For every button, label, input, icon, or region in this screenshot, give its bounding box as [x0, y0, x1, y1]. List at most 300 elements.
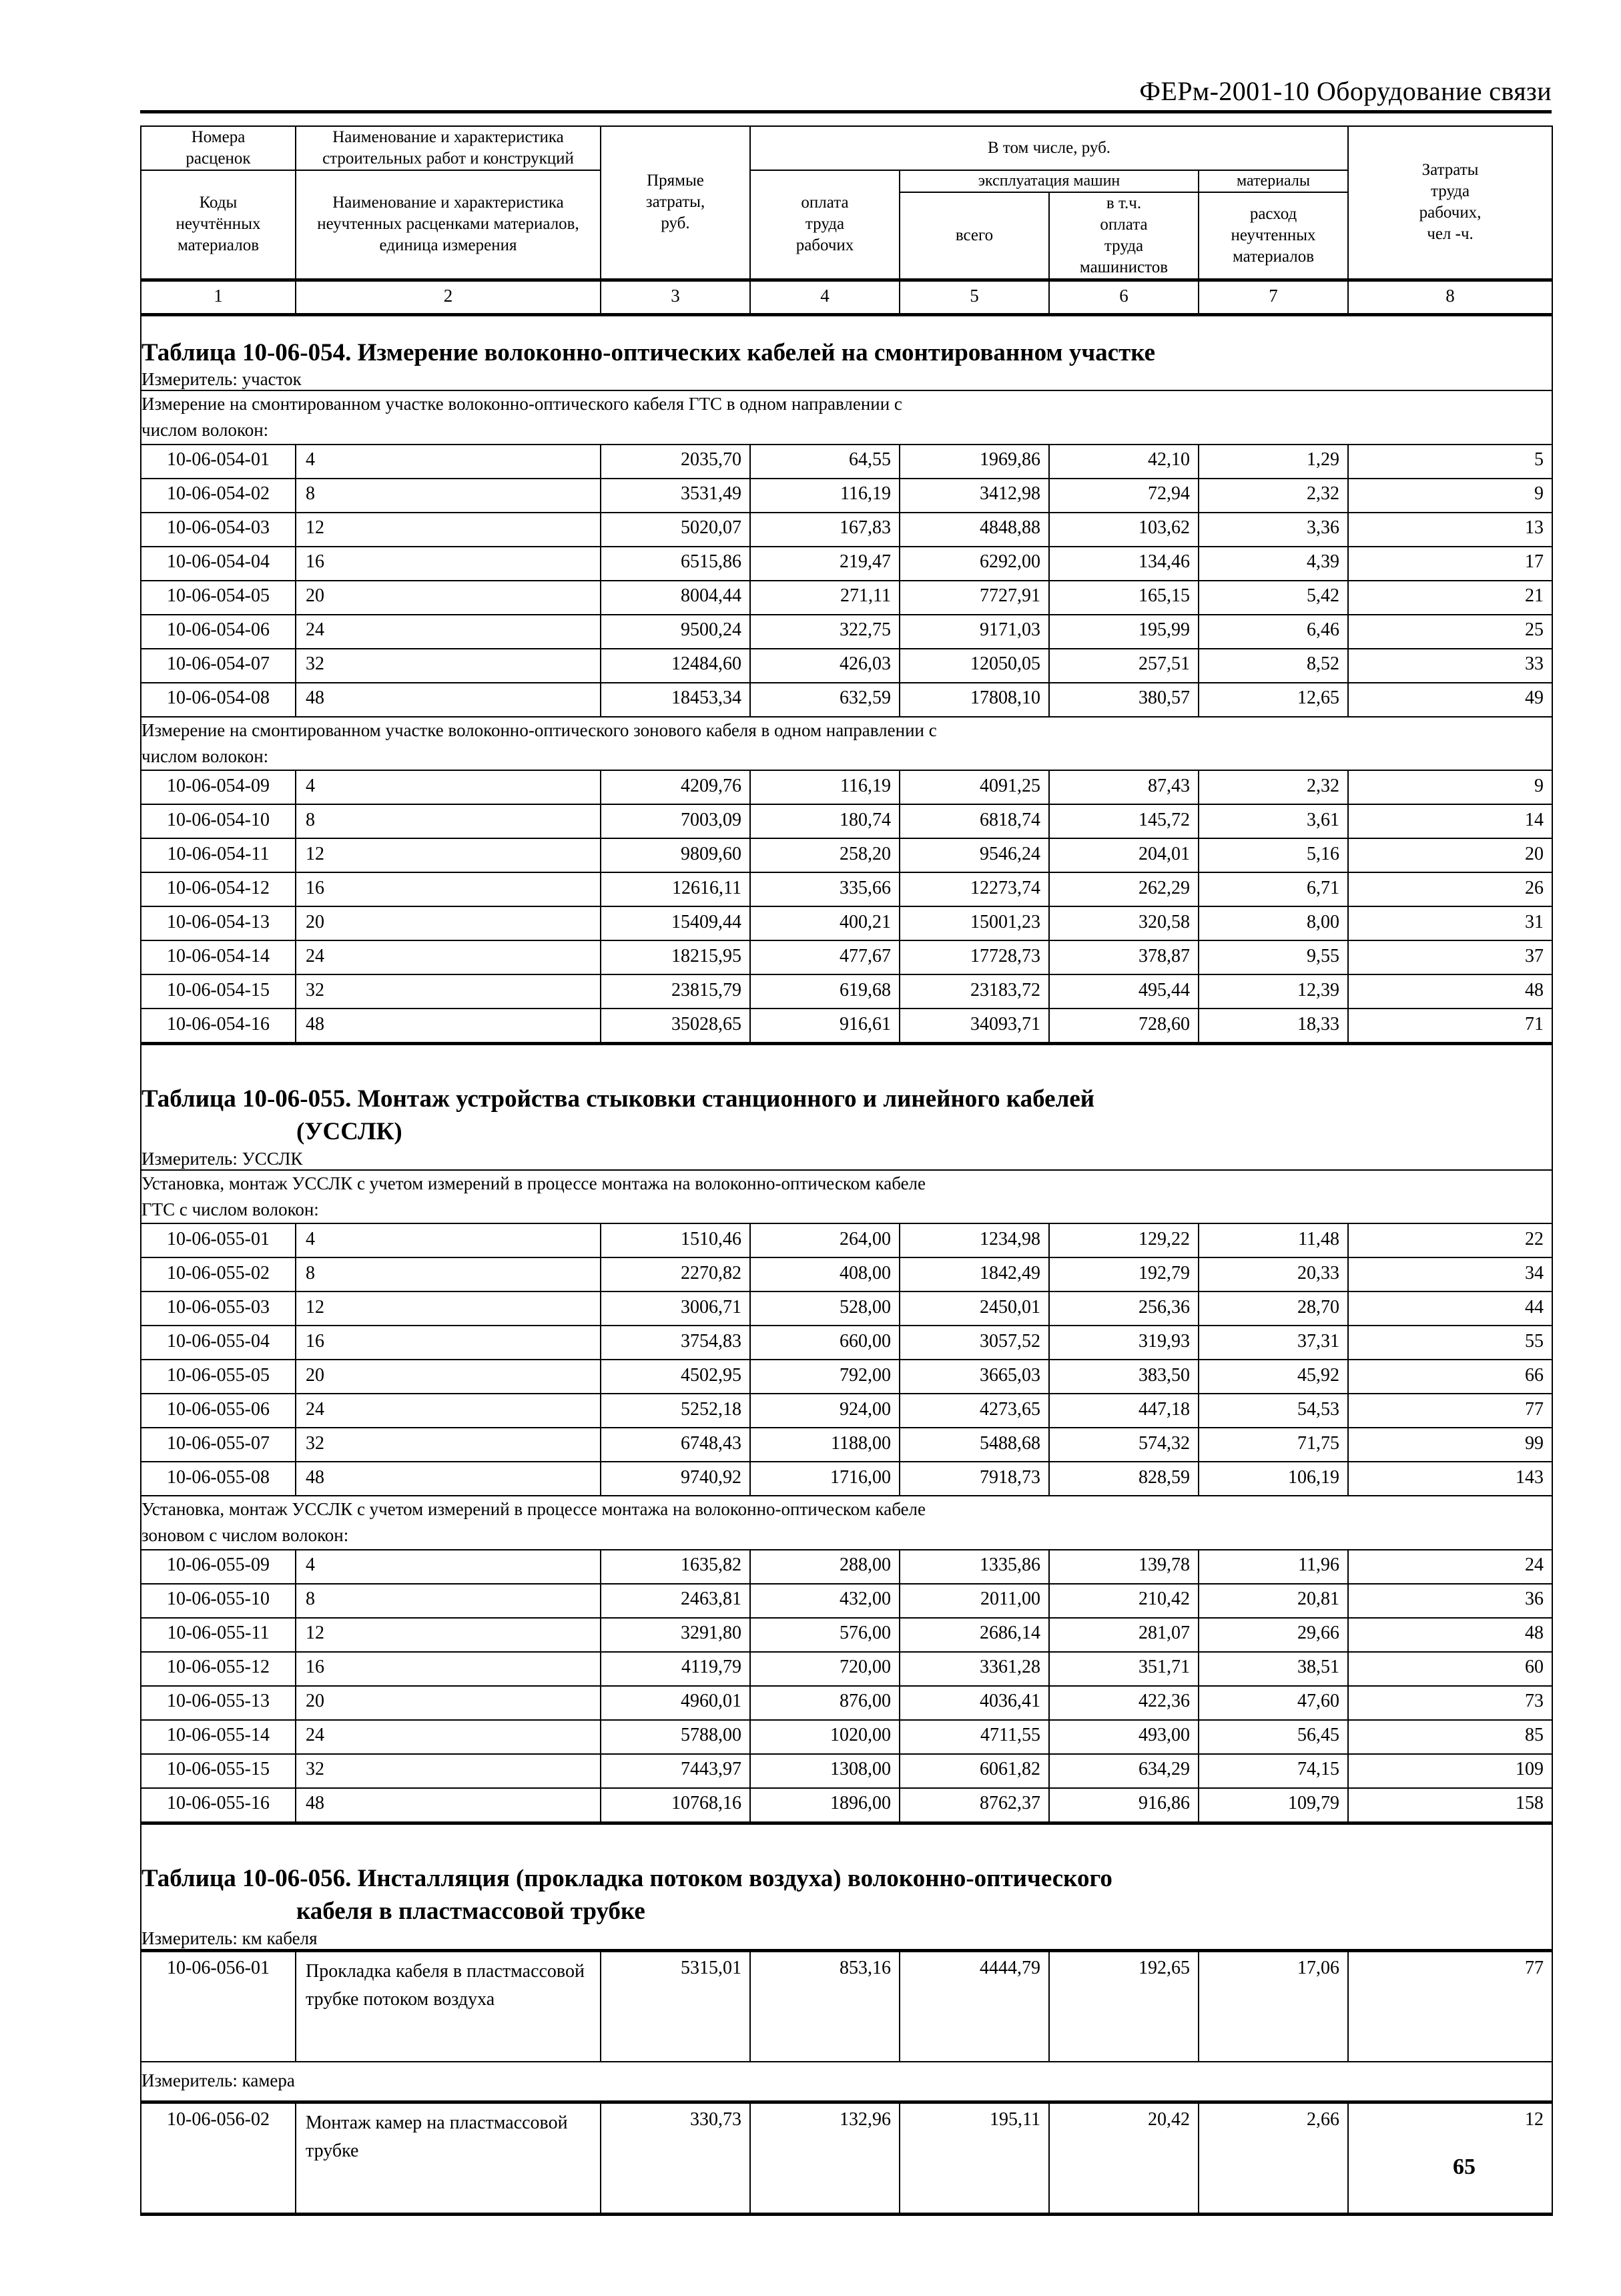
header-materials-group: материалы: [1199, 170, 1348, 192]
row-mach-total: 12050,05: [900, 649, 1049, 683]
row-direct: 4119,79: [601, 1652, 750, 1686]
row-labor-cost: 36: [1348, 1584, 1552, 1618]
row-name: Монтаж камер на пластмассовой трубке: [296, 2102, 601, 2214]
row-mach-labor: 916,86: [1049, 1788, 1199, 1823]
row-mach-labor: 42,10: [1049, 445, 1199, 479]
table-row: [141, 940, 1552, 974]
row-labor: 288,00: [750, 1550, 900, 1584]
row-labor: 1188,00: [750, 1428, 900, 1462]
table-row: [141, 1462, 1552, 1496]
row-mach-labor: 20,42: [1049, 2102, 1199, 2214]
row-code: 10-06-054-03: [141, 513, 296, 547]
row-name: 20: [296, 1686, 601, 1720]
row-name: 16: [296, 1652, 601, 1686]
row-direct: 12616,11: [601, 872, 750, 906]
row-labor: 924,00: [750, 1394, 900, 1428]
row-labor: 432,00: [750, 1584, 900, 1618]
row-name: 8: [296, 804, 601, 838]
row-mach-total: 3665,03: [900, 1360, 1049, 1394]
row-name: 4: [296, 1550, 601, 1584]
row-mach-total: 9546,24: [900, 838, 1049, 872]
row-mach-total: 195,11: [900, 2102, 1049, 2214]
row-materials: 12,65: [1199, 683, 1348, 717]
row-mach-total: 1335,86: [900, 1550, 1049, 1584]
row-mach-total: 5488,68: [900, 1428, 1049, 1462]
row-materials: 38,51: [1199, 1652, 1348, 1686]
row-mach-labor: 72,94: [1049, 479, 1199, 513]
header-materials-consumption: расход неучтенных материалов: [1199, 192, 1348, 280]
row-direct: 7003,09: [601, 804, 750, 838]
row-materials: 12,39: [1199, 974, 1348, 1009]
row-name: 48: [296, 1788, 601, 1823]
row-name: 24: [296, 1394, 601, 1428]
row-mach-labor: 422,36: [1049, 1686, 1199, 1720]
row-materials: 3,36: [1199, 513, 1348, 547]
row-mach-total: 1234,98: [900, 1223, 1049, 1257]
row-mach-labor: 728,60: [1049, 1009, 1199, 1044]
row-labor-cost: 12: [1348, 2102, 1552, 2214]
row-mach-total: 3412,98: [900, 479, 1049, 513]
row-mach-labor: 262,29: [1049, 872, 1199, 906]
row-direct: 5252,18: [601, 1394, 750, 1428]
row-labor-cost: 17: [1348, 547, 1552, 581]
row-labor-cost: 20: [1348, 838, 1552, 872]
row-direct: 23815,79: [601, 974, 750, 1009]
table-row: [141, 445, 1552, 479]
table-054-section-1-heading: Измерение на смонтированном участке волоконно-оптического кабеля ГТС в одном направлении с числом волокон:: [141, 390, 1552, 444]
row-direct: 2270,82: [601, 1257, 750, 1292]
row-labor-cost: 5: [1348, 445, 1552, 479]
row-direct: 15409,44: [601, 906, 750, 940]
row-code: 10-06-055-04: [141, 1326, 296, 1360]
row-mach-total: 4444,79: [900, 1950, 1049, 2062]
row-materials: 71,75: [1199, 1428, 1348, 1462]
row-code: 10-06-055-10: [141, 1584, 296, 1618]
row-materials: 8,00: [1199, 906, 1348, 940]
table-056-meter2-row: [141, 2062, 1552, 2102]
row-code: 10-06-055-11: [141, 1618, 296, 1652]
row-labor-cost: 34: [1348, 1257, 1552, 1292]
row-labor-cost: 26: [1348, 872, 1552, 906]
row-labor: 400,21: [750, 906, 900, 940]
row-labor: 1308,00: [750, 1754, 900, 1788]
header-direct-costs: Прямые затраты, руб.: [601, 126, 750, 280]
row-materials: 9,55: [1199, 940, 1348, 974]
row-mach-labor: 139,78: [1049, 1550, 1199, 1584]
row-mach-total: 7918,73: [900, 1462, 1049, 1496]
row-code: 10-06-054-01: [141, 445, 296, 479]
row-labor-cost: 77: [1348, 1394, 1552, 1428]
colnum-7: 7: [1199, 280, 1348, 314]
row-direct: 35028,65: [601, 1009, 750, 1044]
row-labor-cost: 24: [1348, 1550, 1552, 1584]
row-name: 4: [296, 1223, 601, 1257]
row-mach-total: 1842,49: [900, 1257, 1049, 1292]
row-mach-labor: 257,51: [1049, 649, 1199, 683]
row-name: 48: [296, 683, 601, 717]
row-materials: 20,33: [1199, 1257, 1348, 1292]
table-row: [141, 581, 1552, 615]
row-materials: 11,96: [1199, 1550, 1348, 1584]
row-mach-total: 6061,82: [900, 1754, 1049, 1788]
row-mach-total: 23183,72: [900, 974, 1049, 1009]
row-name: Прокладка кабеля в пластмассовой трубке потоком воздуха: [296, 1950, 601, 2062]
price-table: [140, 125, 1553, 2216]
table-054-meter-row: [141, 369, 1552, 390]
table-056-title-cell: [141, 1862, 1552, 1928]
row-code: 10-06-054-04: [141, 547, 296, 581]
row-name: 16: [296, 1326, 601, 1360]
row-mach-labor: 145,72: [1049, 804, 1199, 838]
row-materials: 6,46: [1199, 615, 1348, 649]
row-code: 10-06-054-11: [141, 838, 296, 872]
header-machine-total: всего: [900, 192, 1049, 280]
row-direct: 4960,01: [601, 1686, 750, 1720]
row-labor: 335,66: [750, 872, 900, 906]
row-name: 8: [296, 1584, 601, 1618]
table-row: [141, 1754, 1552, 1788]
table-row: [141, 1652, 1552, 1686]
row-labor: 576,00: [750, 1618, 900, 1652]
row-materials: 8,52: [1199, 649, 1348, 683]
row-code: 10-06-056-02: [141, 2102, 296, 2214]
row-name: 24: [296, 615, 601, 649]
spacer: [141, 314, 1552, 336]
row-labor-cost: 31: [1348, 906, 1552, 940]
colnum-4: 4: [750, 280, 900, 314]
row-mach-total: 7727,91: [900, 581, 1049, 615]
running-header: [140, 72, 1552, 113]
row-direct: 18215,95: [601, 940, 750, 974]
row-mach-total: 4036,41: [900, 1686, 1049, 1720]
row-materials: 47,60: [1199, 1686, 1348, 1720]
row-labor-cost: 71: [1348, 1009, 1552, 1044]
row-name: 12: [296, 1292, 601, 1326]
row-direct: 3291,80: [601, 1618, 750, 1652]
row-materials: 2,66: [1199, 2102, 1348, 2214]
table-055-meter-row: [141, 1149, 1552, 1170]
row-direct: 3754,83: [601, 1326, 750, 1360]
table-row: [141, 683, 1552, 717]
table-row: [141, 513, 1552, 547]
row-labor-cost: 109: [1348, 1754, 1552, 1788]
table-056-meter-row: [141, 1928, 1552, 1951]
row-materials: 106,19: [1199, 1462, 1348, 1496]
row-name: 12: [296, 513, 601, 547]
table-row: [141, 838, 1552, 872]
table-row: [141, 649, 1552, 683]
row-code: 10-06-055-15: [141, 1754, 296, 1788]
row-labor-cost: 99: [1348, 1428, 1552, 1462]
row-mach-labor: 634,29: [1049, 1754, 1199, 1788]
row-mach-total: 9171,03: [900, 615, 1049, 649]
table-row: [141, 1428, 1552, 1462]
table-054-title-row: [141, 336, 1552, 370]
row-name: 12: [296, 1618, 601, 1652]
table-054-title-cell: [141, 336, 1552, 370]
row-code: 10-06-054-13: [141, 906, 296, 940]
row-labor-cost: 85: [1348, 1720, 1552, 1754]
table-row: [141, 1584, 1552, 1618]
colnum-5: 5: [900, 280, 1049, 314]
row-name: 20: [296, 1360, 601, 1394]
table-row: [141, 1257, 1552, 1292]
row-materials: 5,42: [1199, 581, 1348, 615]
row-mach-labor: 192,65: [1049, 1950, 1199, 2062]
header-machine-operator-pay: в т.ч. оплата труда машинистов: [1049, 192, 1199, 280]
row-labor-cost: 44: [1348, 1292, 1552, 1326]
row-direct: 4209,76: [601, 770, 750, 804]
row-code: 10-06-055-12: [141, 1652, 296, 1686]
row-labor: 477,67: [750, 940, 900, 974]
row-labor: 219,47: [750, 547, 900, 581]
row-materials: 28,70: [1199, 1292, 1348, 1326]
row-labor-cost: 77: [1348, 1950, 1552, 2062]
table-056-title-row: [141, 1862, 1552, 1928]
table-054-title: Таблица 10-06-054. Измерение волоконно-оптических кабелей на смонтированном участке: [141, 338, 1156, 366]
row-materials: 37,31: [1199, 1326, 1348, 1360]
row-mach-total: 4848,88: [900, 513, 1049, 547]
row-mach-labor: 383,50: [1049, 1360, 1199, 1394]
row-labor: 167,83: [750, 513, 900, 547]
row-code: 10-06-055-05: [141, 1360, 296, 1394]
table-row: [141, 1788, 1552, 1823]
row-name: 32: [296, 1428, 601, 1462]
row-mach-total: 1969,86: [900, 445, 1049, 479]
table-header-row-1: [141, 126, 1552, 170]
table-row: [141, 615, 1552, 649]
row-labor: 1020,00: [750, 1720, 900, 1754]
row-name: 16: [296, 872, 601, 906]
row-mach-labor: 495,44: [1049, 974, 1199, 1009]
header-col2-top: Наименование и характеристика строительных работ и конструкций: [296, 126, 601, 170]
row-materials: 2,32: [1199, 479, 1348, 513]
header-rule: [140, 110, 1552, 113]
table-row: [141, 1720, 1552, 1754]
row-labor-cost: 143: [1348, 1462, 1552, 1496]
row-labor: 180,74: [750, 804, 900, 838]
colnum-1: 1: [141, 280, 296, 314]
row-direct: 9809,60: [601, 838, 750, 872]
row-labor: 660,00: [750, 1326, 900, 1360]
row-name: 32: [296, 974, 601, 1009]
table-054-section-2-heading: Измерение на смонтированном участке волоконно-оптического зонового кабеля в одном направлении с числом волокон:: [141, 717, 1552, 770]
row-mach-labor: 447,18: [1049, 1394, 1199, 1428]
table-row: [141, 872, 1552, 906]
row-direct: 9740,92: [601, 1462, 750, 1496]
table-row: [141, 1292, 1552, 1326]
row-direct: 6748,43: [601, 1428, 750, 1462]
row-mach-labor: 195,99: [1049, 615, 1199, 649]
row-labor-cost: 49: [1348, 683, 1552, 717]
table-055-meter: Измеритель: УССЛК: [141, 1149, 1552, 1170]
row-name: 4: [296, 770, 601, 804]
column-numbers-row: [141, 280, 1552, 314]
row-code: 10-06-054-16: [141, 1009, 296, 1044]
row-mach-labor: 574,32: [1049, 1428, 1199, 1462]
row-labor: 528,00: [750, 1292, 900, 1326]
table-row: [141, 1686, 1552, 1720]
row-name: 20: [296, 581, 601, 615]
row-materials: 17,06: [1199, 1950, 1348, 2062]
row-name: 12: [296, 838, 601, 872]
row-mach-labor: 351,71: [1049, 1652, 1199, 1686]
row-labor: 116,19: [750, 770, 900, 804]
row-materials: 4,39: [1199, 547, 1348, 581]
row-direct: 5315,01: [601, 1950, 750, 2062]
row-code: 10-06-055-14: [141, 1720, 296, 1754]
row-labor: 876,00: [750, 1686, 900, 1720]
row-labor: 1716,00: [750, 1462, 900, 1496]
row-materials: 20,81: [1199, 1584, 1348, 1618]
table-056-meter: Измеритель: км кабеля: [141, 1928, 1552, 1951]
row-materials: 3,61: [1199, 804, 1348, 838]
row-code: 10-06-055-03: [141, 1292, 296, 1326]
row-mach-labor: 380,57: [1049, 683, 1199, 717]
row-mach-labor: 192,79: [1049, 1257, 1199, 1292]
row-materials: 6,71: [1199, 872, 1348, 906]
row-name: 8: [296, 479, 601, 513]
table-row: [141, 1950, 1552, 2062]
table-header-row-2: [141, 170, 1552, 192]
row-mach-total: 12273,74: [900, 872, 1049, 906]
row-code: 10-06-054-15: [141, 974, 296, 1009]
running-header-title: ФЕРм-2001-10 Оборудование связи: [1139, 76, 1552, 106]
table-row: [141, 770, 1552, 804]
row-code: 10-06-055-01: [141, 1223, 296, 1257]
colnum-2: 2: [296, 280, 601, 314]
row-mach-labor: 281,07: [1049, 1618, 1199, 1652]
row-labor-cost: 37: [1348, 940, 1552, 974]
row-materials: 56,45: [1199, 1720, 1348, 1754]
row-mach-total: 4273,65: [900, 1394, 1049, 1428]
table-row: [141, 1550, 1552, 1584]
row-labor-cost: 21: [1348, 581, 1552, 615]
row-labor: 322,75: [750, 615, 900, 649]
row-labor-cost: 66: [1348, 1360, 1552, 1394]
row-mach-labor: 320,58: [1049, 906, 1199, 940]
table-row: [141, 1618, 1552, 1652]
row-name: 24: [296, 1720, 601, 1754]
row-direct: 2035,70: [601, 445, 750, 479]
row-mach-labor: 493,00: [1049, 1720, 1199, 1754]
row-materials: 54,53: [1199, 1394, 1348, 1428]
row-name: 24: [296, 940, 601, 974]
row-materials: 11,48: [1199, 1223, 1348, 1257]
row-mach-total: 6818,74: [900, 804, 1049, 838]
row-name: 48: [296, 1009, 601, 1044]
row-labor: 258,20: [750, 838, 900, 872]
row-labor: 916,61: [750, 1009, 900, 1044]
table-056-title: Таблица 10-06-056. Инсталляция (прокладка потоком воздуха) волоконно-оптического кабеля в пластмассовой трубке: [141, 1864, 1112, 1926]
row-direct: 2463,81: [601, 1584, 750, 1618]
row-mach-labor: 129,22: [1049, 1223, 1199, 1257]
row-code: 10-06-054-10: [141, 804, 296, 838]
row-direct: 1635,82: [601, 1550, 750, 1584]
row-code: 10-06-054-14: [141, 940, 296, 974]
row-mach-total: 8762,37: [900, 1788, 1049, 1823]
table-row: [141, 1360, 1552, 1394]
row-mach-total: 4091,25: [900, 770, 1049, 804]
row-mach-labor: 165,15: [1049, 581, 1199, 615]
row-materials: 45,92: [1199, 1360, 1348, 1394]
row-labor: 264,00: [750, 1223, 900, 1257]
row-code: 10-06-054-08: [141, 683, 296, 717]
row-direct: 7443,97: [601, 1754, 750, 1788]
table-055-section-1-heading-row: [141, 1170, 1552, 1223]
table-055-title-row: [141, 1083, 1552, 1149]
row-code: 10-06-055-07: [141, 1428, 296, 1462]
row-direct: 3006,71: [601, 1292, 750, 1326]
row-code: 10-06-054-07: [141, 649, 296, 683]
row-name: 32: [296, 1754, 601, 1788]
row-mach-total: 2450,01: [900, 1292, 1049, 1326]
row-name: 20: [296, 906, 601, 940]
row-labor-cost: 60: [1348, 1652, 1552, 1686]
row-materials: 29,66: [1199, 1618, 1348, 1652]
row-code: 10-06-055-02: [141, 1257, 296, 1292]
row-labor-cost: 48: [1348, 1618, 1552, 1652]
row-mach-labor: 134,46: [1049, 547, 1199, 581]
table-row: [141, 1326, 1552, 1360]
row-labor-cost: 22: [1348, 1223, 1552, 1257]
row-code: 10-06-054-12: [141, 872, 296, 906]
row-mach-total: 15001,23: [900, 906, 1049, 940]
table-row: [141, 1223, 1552, 1257]
row-labor-cost: 158: [1348, 1788, 1552, 1823]
row-labor-cost: 55: [1348, 1326, 1552, 1360]
row-direct: 6515,86: [601, 547, 750, 581]
row-labor-cost: 48: [1348, 974, 1552, 1009]
row-direct: 5020,07: [601, 513, 750, 547]
table-055-section-2-heading-row: [141, 1496, 1552, 1549]
row-mach-total: 34093,71: [900, 1009, 1049, 1044]
row-materials: 109,79: [1199, 1788, 1348, 1823]
row-code: 10-06-054-06: [141, 615, 296, 649]
header-vtom-chisle: В том числе, руб.: [750, 126, 1348, 170]
row-materials: 5,16: [1199, 838, 1348, 872]
header-machine-operation: эксплуатация машин: [900, 170, 1199, 192]
table-row: [141, 1009, 1552, 1044]
row-mach-labor: 319,93: [1049, 1326, 1199, 1360]
header-col2-bottom: Наименование и характеристика неучтенных расценками материалов, единица измерения: [296, 170, 601, 280]
row-labor: 853,16: [750, 1950, 900, 2062]
header-col1-bottom: Коды неучтённых материалов: [141, 170, 296, 280]
row-mach-total: 2686,14: [900, 1618, 1049, 1652]
spacer: [141, 1823, 1552, 1862]
row-labor: 408,00: [750, 1257, 900, 1292]
spacer: [141, 1043, 1552, 1083]
row-labor-cost: 13: [1348, 513, 1552, 547]
row-labor: 271,11: [750, 581, 900, 615]
header-labor-pay: оплата труда рабочих: [750, 170, 900, 280]
table-055-title-cell: [141, 1083, 1552, 1149]
row-labor: 632,59: [750, 683, 900, 717]
row-code: 10-06-054-02: [141, 479, 296, 513]
row-code: 10-06-055-06: [141, 1394, 296, 1428]
colnum-6: 6: [1049, 280, 1199, 314]
row-code: 10-06-054-09: [141, 770, 296, 804]
row-labor-cost: 14: [1348, 804, 1552, 838]
row-mach-total: 3057,52: [900, 1326, 1049, 1360]
row-code: 10-06-056-01: [141, 1950, 296, 2062]
row-direct: 4502,95: [601, 1360, 750, 1394]
row-materials: 1,29: [1199, 445, 1348, 479]
row-labor: 64,55: [750, 445, 900, 479]
row-direct: 9500,24: [601, 615, 750, 649]
colnum-8: 8: [1348, 280, 1552, 314]
table-054-section-1-heading-row: [141, 390, 1552, 444]
